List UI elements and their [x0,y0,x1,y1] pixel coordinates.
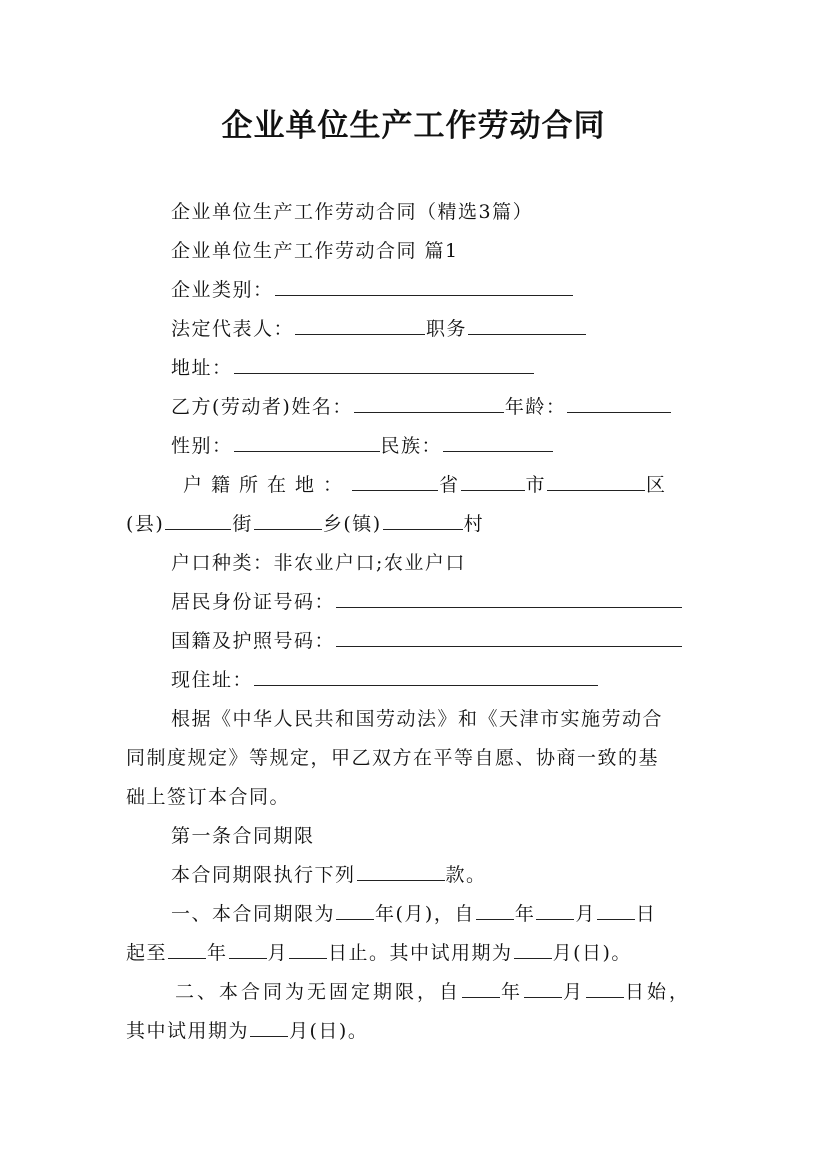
gender-row [171,433,554,459]
item1-year-month: 年(月)，自 [375,903,475,925]
street-blank [254,511,322,530]
item2-year-label: 年 [501,981,524,1003]
position-label: 职务 [426,318,468,340]
term-clause-blank [357,862,445,881]
item1-prefix: 一、本合同期限为 [171,903,336,925]
city-blank [547,472,645,491]
item1-start-from: 起至 [126,942,168,964]
term-intro-b: 款。 [445,864,487,886]
basis-paragraph-line-1: 根据《中华人民共和国劳动法》和《天津市实施劳动合 [171,708,664,730]
household-blank-1 [352,472,438,491]
item1-month-label: 月 [575,903,596,925]
enterprise-type-row [171,277,574,303]
province-label: 省 [439,474,460,496]
item1-row [171,901,656,927]
item2-month-blank [524,979,562,998]
township-blank [383,511,463,530]
item2-month-day: 月(日)。 [289,1020,369,1042]
item2-probation: 其中试用期为 [126,1020,250,1042]
id-number-blank [336,589,682,608]
section-heading: 企业单位生产工作劳动合同 篇1 [171,240,459,262]
position-blank [468,316,586,335]
document-subtitle: 企业单位生产工作劳动合同（精选3篇） [171,201,534,223]
item2-day-blank [586,979,624,998]
province-blank [461,472,525,491]
item2-month-label: 月 [563,981,586,1003]
party-b-row [171,394,672,420]
age-blank [567,394,671,413]
article1-heading: 第一条合同期限 [171,825,315,847]
gender-label: 性别： [171,435,233,457]
address-label: 地址： [171,357,233,379]
district-label: 区 [646,474,667,496]
enterprise-type-blank [275,277,573,296]
item2-day-start: 日始， [625,981,692,1003]
village-label: 村 [463,513,485,535]
household-row-cont [126,511,484,537]
passport-label: 国籍及护照号码： [171,630,336,652]
street-label: 街 [232,513,253,535]
item1-duration-blank [336,901,374,920]
term-intro-a: 本合同期限执行下列 [171,864,356,886]
gender-blank [234,433,380,452]
address-blank [234,355,534,374]
legal-rep-label: 法定代表人： [171,318,295,340]
item1-start-month-blank [536,901,574,920]
current-address-label: 现住址： [171,669,254,691]
party-b-name-label: 乙方(劳动者)姓名： [171,396,353,418]
item1-start-day-blank [597,901,635,920]
item2-probation-blank [250,1018,288,1037]
age-label: 年龄： [504,396,567,418]
basis-paragraph-line-2: 同制度规定》等规定，甲乙双方在平等自愿、协商一致的基 [126,747,660,769]
legal-rep-row [171,316,587,342]
city-label: 市 [525,474,547,496]
item1-end-month-blank [229,940,267,959]
item2-prefix: 二、本合同为无固定期限，自 [175,981,462,1003]
item1-end-until: 日止。其中试用期为 [328,942,513,964]
address-row [171,355,535,381]
item1-year-label: 年 [514,903,536,925]
legal-rep-blank [295,316,425,335]
item1-end-day-blank [289,940,327,959]
id-number-row [171,589,683,615]
enterprise-type-label: 企业类别： [171,279,274,301]
current-address-blank [254,667,598,686]
item1-month-day: 月(日)。 [552,942,632,964]
item2-row [175,979,691,1005]
basis-paragraph-line-3: 础上签订本合同。 [126,786,291,808]
household-row [183,472,667,498]
ethnicity-label: 民族： [380,435,443,457]
item1-start-year-blank [476,901,514,920]
township-label: 乡(镇) [322,513,382,535]
item1-end-year-blank [168,940,206,959]
household-type-row: 户口种类：非农业户口;农业户口 [171,552,466,574]
item1-day-label: 日 [635,903,657,925]
party-b-name-blank [354,394,504,413]
document-title: 企业单位生产工作劳动合同 [221,108,606,144]
item1-row-cont [126,940,632,966]
county-label: (县) [126,513,165,535]
passport-blank [336,628,682,647]
current-address-row [171,667,599,693]
item2-year-blank [462,979,500,998]
ethnicity-blank [443,433,553,452]
term-intro-row [171,862,487,888]
county-blank [165,511,231,530]
id-number-label: 居民身份证号码： [171,591,336,613]
household-location-label: 户籍所在地： [183,474,352,496]
item2-row-cont [126,1018,368,1044]
passport-row [171,628,683,654]
item1-probation-blank [514,940,552,959]
item1-end-year-label: 年 [207,942,228,964]
item1-end-month-label: 月 [267,942,289,964]
